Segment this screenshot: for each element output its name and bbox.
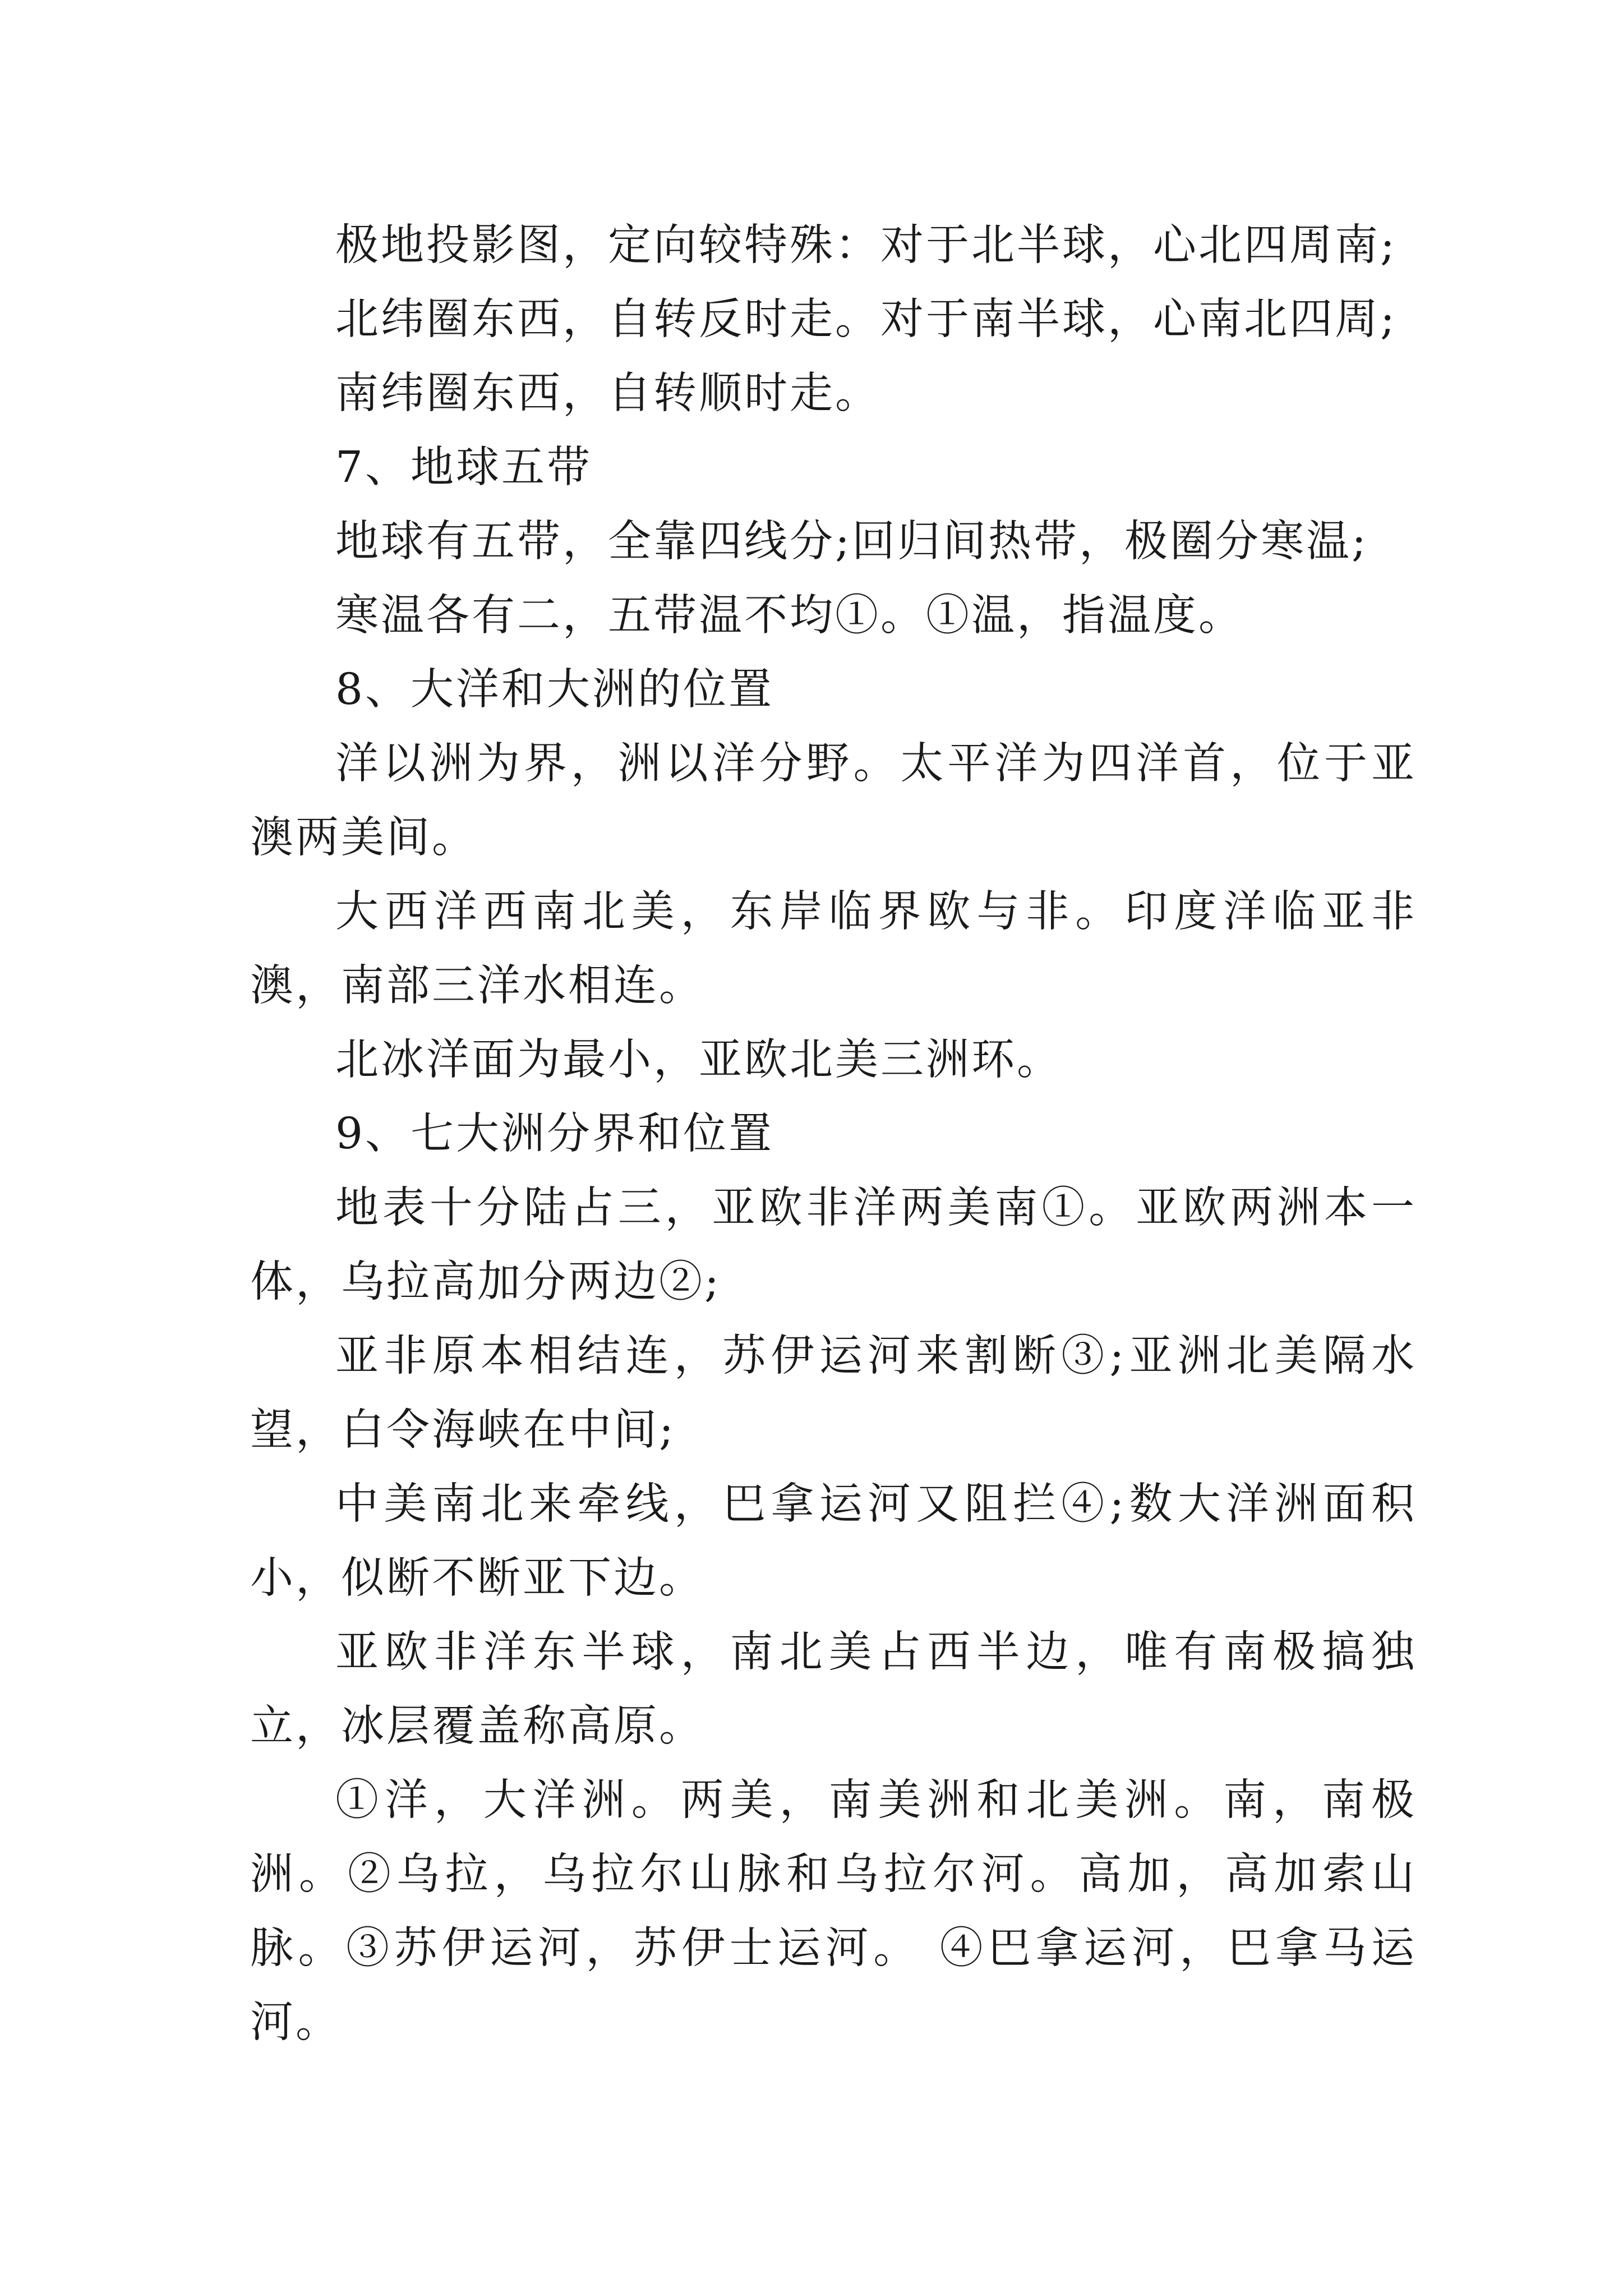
text-line: 北纬圈东西，自转反时走。对于南半球，心南北四周; [335, 295, 1397, 344]
text-line: 北冰洋面为最小，亚欧北美三洲环。 [335, 1035, 1062, 1085]
paragraph: 大西洋西南北美，东岸临界欧与非。印度洋临亚非澳，南部三洋水相连。 [250, 887, 1417, 1011]
text-line: 南纬圈东西，自转顺时走。 [335, 369, 880, 418]
text-line: 极地投影图，定向较特殊：对于北半球，心北四周南; [335, 220, 1397, 270]
paragraph: 洋以洲为界，洲以洋分野。太平洋为四洋首，位于亚澳两美间。 [250, 739, 1417, 863]
paragraph: 中美南北来牵线，巴拿运河又阻拦④;数大洋洲面积小，似断不断亚下边。 [250, 1479, 1417, 1603]
paragraph: 亚非原本相结连，苏伊运河来割断③;亚洲北美隔水望，白令海峡在中间; [250, 1331, 1417, 1455]
footnote-paragraph: ①洋，大洋洲。两美，南美洲和北美洲。南，南极洲。②乌拉，乌拉尔山脉和乌拉尔河。高加，高加索山脉。③苏伊运河，苏伊士运河。 ④巴拿运河，巴拿马运河。 [250, 1775, 1417, 2047]
text-line: 寒温各有二，五带温不均①。①温，指温度。 [335, 591, 1244, 641]
paragraph: 地表十分陆占三，亚欧非洋两美南①。亚欧两洲本一体，乌拉高加分两边②; [250, 1183, 1417, 1307]
section-heading-8: 8、大洋和大洲的位置 [335, 665, 774, 715]
section-heading-9: 9、七大洲分界和位置 [335, 1109, 774, 1159]
section-heading-7: 7、地球五带 [335, 443, 592, 493]
paragraph: 亚欧非洋东半球，南北美占西半边，唯有南极搞独立，冰层覆盖称高原。 [250, 1627, 1417, 1751]
document-body [250, 209, 1417, 2060]
text-line: 地球有五带，全靠四线分;回归间热带，极圈分寒温; [335, 517, 1368, 567]
